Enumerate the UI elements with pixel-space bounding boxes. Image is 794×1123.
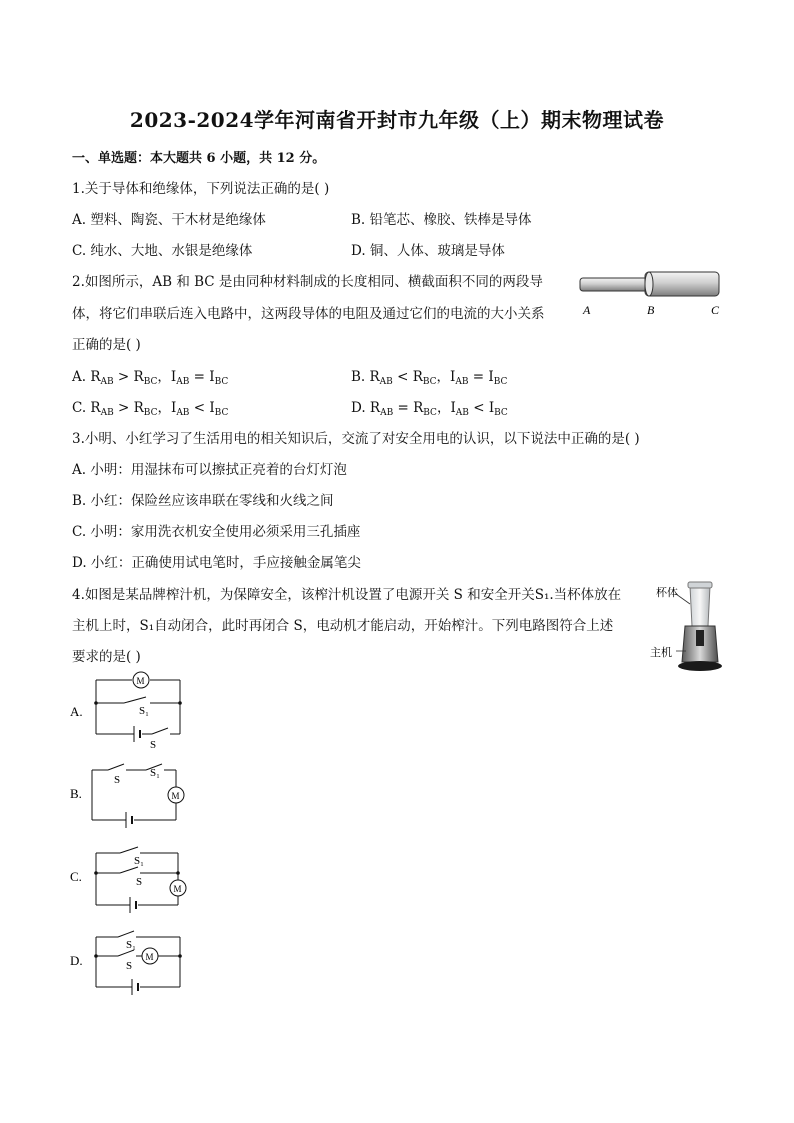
cup-label: 杯体 — [656, 587, 678, 599]
q4-stem-line1: 4.如图是某品牌榨汁机，为保障安全，该榨汁机设置了电源开关 S 和安全开关S₁.当杯体放在 — [72, 587, 622, 603]
q2-option-c[interactable]: C. $R_{AB} > R_{BC}$，$I_{AB} < I_{BC}$ — [72, 400, 229, 418]
junction-dot — [94, 871, 98, 875]
junction-dot — [176, 871, 180, 875]
q1-option-d[interactable]: D. 铜、人体、玻璃是导体 — [351, 243, 505, 259]
cup-pointer-line — [676, 594, 690, 604]
q4-stem-line3: 要求的是( ) — [72, 649, 141, 665]
switch-s1-label: S₁ — [139, 705, 149, 717]
cup-body — [690, 586, 710, 626]
circuit-b[interactable] — [68, 758, 198, 830]
junction-dot — [178, 954, 182, 958]
base-window — [696, 630, 704, 646]
q3-option-d[interactable]: D. 小红：正确使用试电笔时，手应接触金属笔尖 — [72, 555, 361, 571]
circuit-d[interactable] — [68, 925, 198, 997]
q2-option-b[interactable]: B. $R_{AB} < R_{BC}$，$I_{AB} = I_{BC}$ — [351, 369, 508, 387]
juicer-figure — [644, 580, 726, 680]
switch-s-label: S — [114, 774, 121, 786]
q1-option-a[interactable]: A. 塑料、陶瓷、干木材是绝缘体 — [72, 212, 266, 228]
motor-label: M — [171, 791, 180, 801]
q2-stem-line1: 2.如图所示，AB 和 BC 是由同种材料制成的长度相同、横截面积不同的两段导 — [72, 274, 543, 290]
motor-label: M — [145, 952, 154, 962]
label-c: C — [711, 303, 720, 317]
q1-option-c[interactable]: C. 纯水、大地、水银是绝缘体 — [72, 243, 253, 259]
q3-stem: 3.小明、小红学习了生活用电的相关知识后，交流了对安全用电的认识，以下说法中正确的是( ) — [72, 431, 640, 447]
junction-dot — [94, 954, 98, 958]
q2-option-a[interactable]: A. $R_{AB} > R_{BC}$，$I_{AB} = I_{BC}$ — [72, 369, 229, 387]
q2-stem-line2: 体，将它们串联后连入电路中，这两段导体的电阻及通过它们的电流的大小关系 — [72, 306, 545, 322]
switch-s-label: S — [126, 960, 133, 972]
switch-s1-label: S₁ — [126, 939, 136, 951]
motor-label: M — [173, 884, 182, 894]
thin-segment-ab — [580, 278, 652, 291]
label-b: B — [647, 303, 655, 317]
switch-s1-label: S₁ — [134, 855, 144, 867]
q2-option-d[interactable]: D. $R_{AB} = R_{BC}$，$I_{AB} < I_{BC}$ — [351, 400, 508, 418]
circuit-a[interactable] — [68, 668, 198, 752]
junction-dot — [178, 701, 182, 705]
q1-option-b[interactable]: B. 铅笔芯、橡胶、铁棒是导体 — [351, 212, 532, 228]
base-foot — [678, 661, 722, 671]
option-label-c: C. — [70, 869, 82, 884]
circuit-c[interactable] — [68, 843, 198, 915]
option-label-d: D. — [70, 953, 83, 968]
cup-lid — [688, 582, 712, 588]
conductor-figure — [575, 268, 725, 320]
q3-option-b[interactable]: B. 小红：保险丝应该串联在零线和火线之间 — [72, 493, 334, 509]
label-a: A — [583, 303, 591, 317]
q3-option-c[interactable]: C. 小明：家用洗衣机安全使用必须采用三孔插座 — [72, 524, 361, 540]
section-heading: 一、单选题：本大题共 6 小题，共 12 分。 — [72, 151, 326, 166]
q1-stem: 1.关于导体和绝缘体，下列说法正确的是( ) — [72, 181, 330, 197]
switch-s-label: S — [150, 739, 157, 751]
q3-option-a[interactable]: A. 小明：用湿抹布可以擦拭正亮着的台灯灯泡 — [72, 462, 347, 478]
page-title: 2023-2024学年河南省开封市九年级（上）期末物理试卷 — [129, 108, 665, 132]
base-label: 主机 — [650, 647, 672, 659]
q4-stem-line2: 主机上时，S₁自动闭合，此时再闭合 S，电动机才能启动，开始榨汁。下列电路图符合上述 — [72, 618, 614, 634]
segment-joint — [645, 272, 653, 296]
option-label-a: A. — [70, 704, 83, 719]
motor-label: M — [136, 676, 145, 686]
switch-s1-label: S₁ — [150, 767, 160, 779]
q2-stem-line3: 正确的是( ) — [72, 337, 141, 353]
option-label-b: B. — [70, 786, 82, 801]
junction-dot — [94, 701, 98, 705]
switch-s-label: S — [136, 876, 143, 888]
thick-segment-bc — [645, 272, 719, 296]
